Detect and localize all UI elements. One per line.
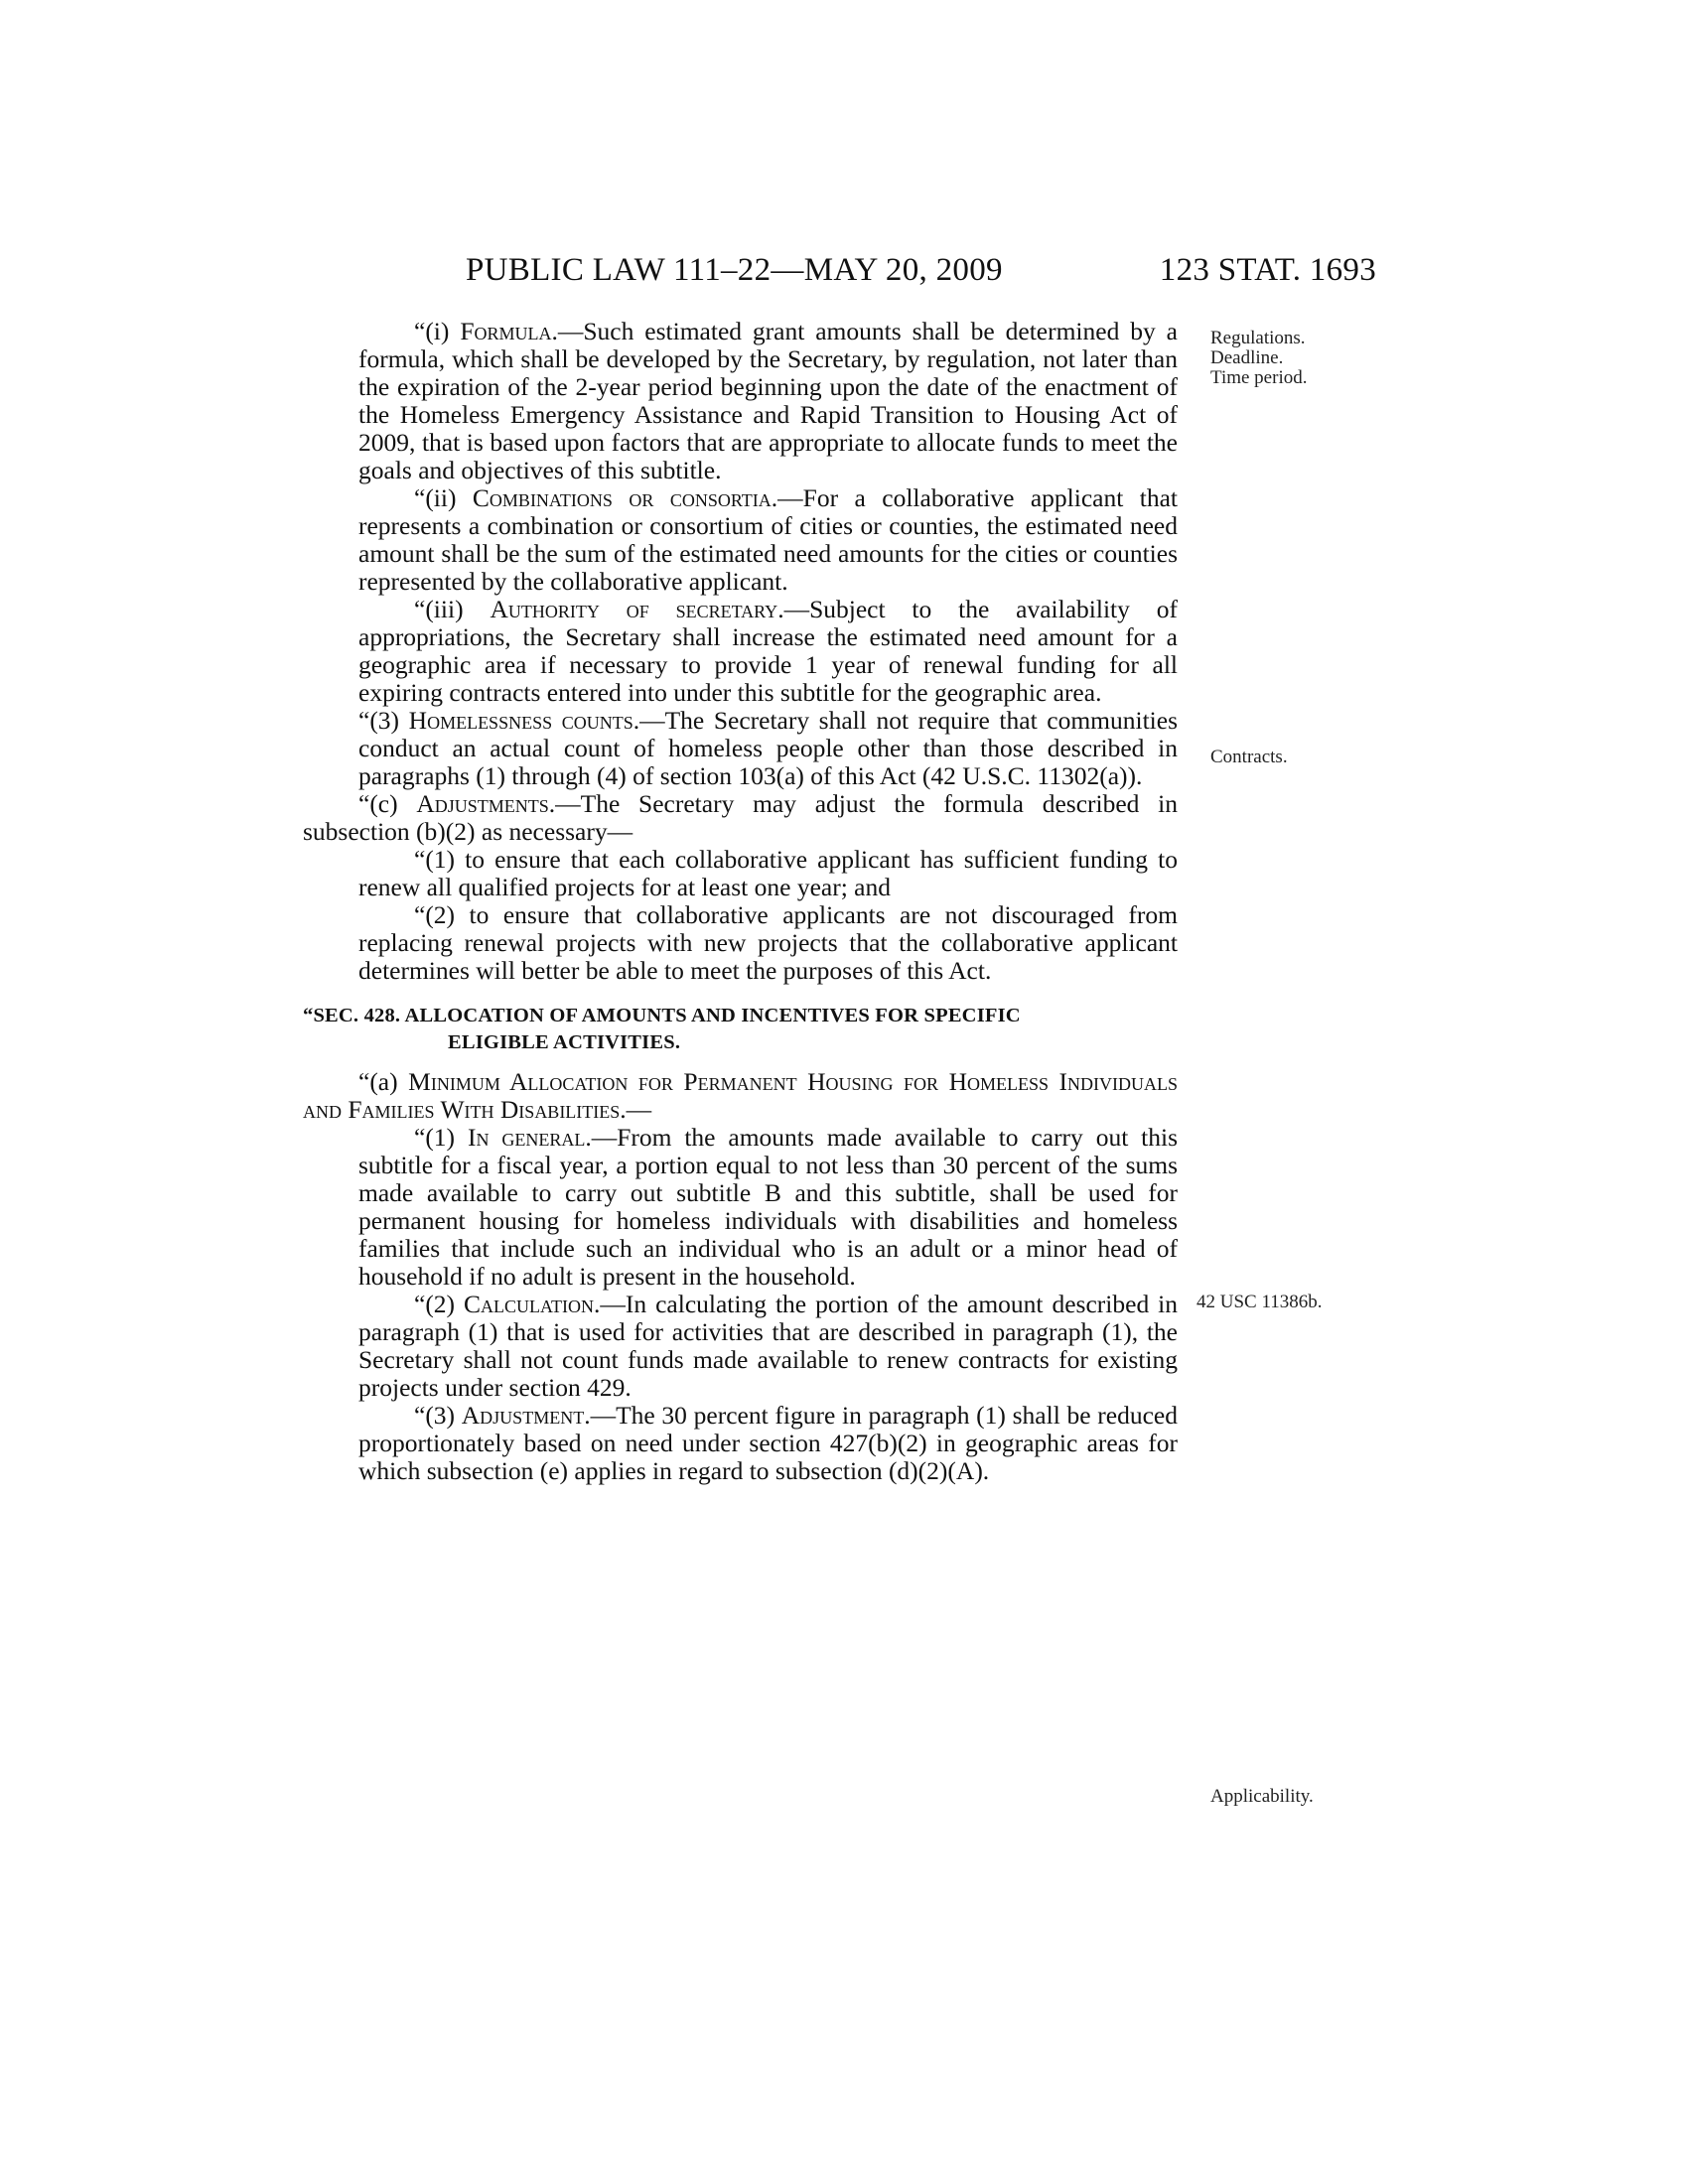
margin-note-line: Regulations. (1210, 328, 1306, 348)
header-law-citation: PUBLIC LAW 111–22—MAY 20, 2009 (466, 252, 1003, 288)
paragraph-heading: Calculation (464, 1290, 595, 1318)
subsection-a: “(a) Minimum Allocation for Permanent Housing for Homeless Individuals and Families With Disabilities.— (303, 1067, 1178, 1124)
subsection-a-paragraph-3: “(3) Adjustment.—The 30 percent figure in paragraph (1) shall be reduced proportionately based on need under section 427(b)(2) in geographic areas for which subsection (e) applies in regard to subsection (d)(2)(A). (358, 1401, 1178, 1485)
statute-body (303, 318, 1178, 1485)
margin-note-regulations (1210, 329, 1307, 388)
subsection-a-paragraph-2: “(2) Calculation.—In calculating the portion of the amount described in paragraph (1) that is used for activities that are described in paragraph (1), the Secretary shall not count funds made available to renew contracts for existing projects under section 429. (358, 1290, 1178, 1402)
subsection-heading: Adjustments (416, 789, 549, 818)
clause-heading: Authority of secretary (490, 595, 778, 623)
section-heading (303, 1003, 1178, 1056)
paragraph-3: “(3) Homelessness counts.—The Secretary shall not require that communities conduct an actual count of homeless people other than those described in paragraphs (1) through (4) of section 103(a) of this Act (42 U.S.C. 11302(a)). (358, 706, 1178, 790)
subsection-a-paragraph-1: “(1) In general.—From the amounts made available to carry out this subtitle for a fiscal year, a portion equal to not less than 30 percent of the sums made available to carry out subtitle B and this subtitle, shall be used for permanent housing for homeless individuals with disabilities and homeless families that include such an individual who is an adult or a minor head of household if no adult is present in the household. (358, 1123, 1179, 1291)
margin-note-line: Deadline. (1210, 347, 1284, 368)
header-page-number: 123 STAT. 1693 (1159, 252, 1376, 288)
clause-heading: Formula (460, 317, 552, 345)
section-heading-line-1: “SEC. 428. ALLOCATION OF AMOUNTS AND INCENTIVES FOR SPECIFIC (303, 1005, 1021, 1026)
subsection-c: “(c) Adjustments.—The Secretary may adjust the formula described in subsection (b)(2) as necessary— (303, 789, 1178, 846)
margin-note-usc: 42 USC 11386b. (1196, 1292, 1323, 1312)
paragraph-heading: Adjustment (461, 1401, 585, 1430)
paragraph-heading: In general (467, 1123, 586, 1152)
clause-heading: Combinations or consortia (472, 483, 772, 512)
margin-note-applicability: Applicability. (1210, 1786, 1314, 1807)
clause-i: “(i) Formula.—Such estimated grant amounts shall be determined by a formula, which shall be developed by the Secretary, by regulation, not later than the expiration of the 2-year period beginning upon the date of the enactment of the Homeless Emergency Assistance and Rapid Transition to Housing Act of 2009, that is based upon factors that are appropriate to allocate funds to meet the goals and objectives of this subtitle. (358, 317, 1178, 484)
running-header (466, 252, 1376, 292)
clause-iii: “(iii) Authority of secretary.—Subject to the availability of appropriations, the Secretary shall increase the estimated need amount for a geographic area if necessary to provide 1 year of renewal funding for all expiring contracts entered into under this subtitle for the geographic area. (358, 595, 1178, 707)
subsection-c-item-2: “(2) to ensure that collaborative applicants are not discouraged from replacing renewal projects with new projects that the collaborative applicant determines will better be able to meet the purposes of this Act. (358, 900, 1178, 985)
margin-note-contracts: Contracts. (1210, 747, 1288, 767)
margin-note-line: Time period. (1210, 367, 1308, 388)
section-heading-line-2: ELIGIBLE ACTIVITIES. (448, 1031, 681, 1053)
subsection-c-item-1: “(1) to ensure that each collaborative applicant has sufficient funding to renew all qualified projects for at least one year; and (358, 845, 1178, 901)
paragraph-heading: Homelessness counts (408, 706, 633, 735)
subsection-heading: Minimum Allocation for Permanent Housing for Homeless Individuals and Families With Disabilities (303, 1067, 1178, 1124)
clause-ii: “(ii) Combinations or consortia.—For a collaborative applicant that represents a combination or consortium of cities or counties, the estimated need amount shall be the sum of the estimated need amounts for the cities or counties represented by the collaborative applicant. (358, 483, 1178, 596)
